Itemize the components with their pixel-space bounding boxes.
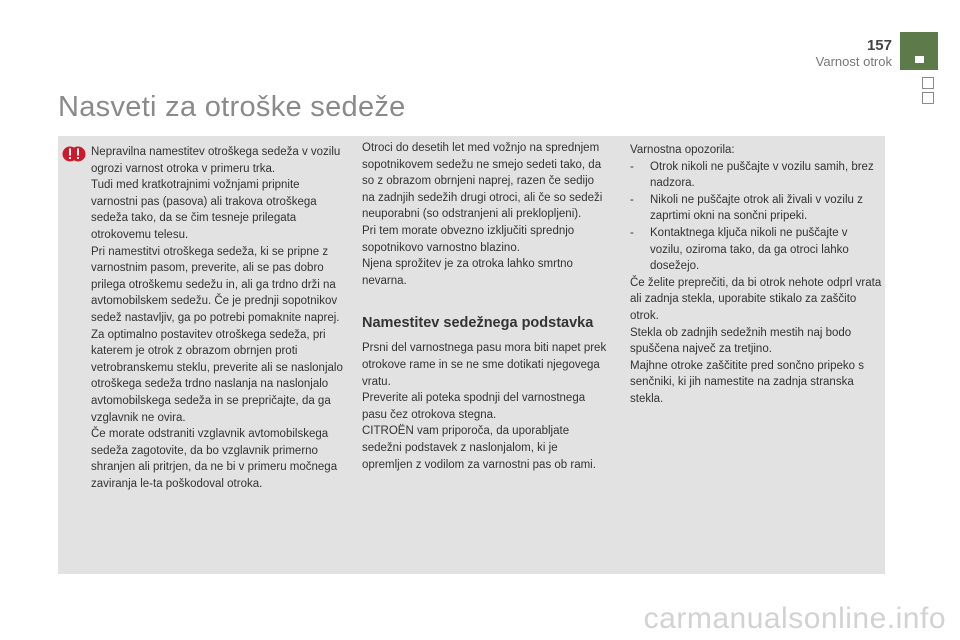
tab-marker-dot (915, 56, 924, 63)
watermark: carmanualsonline.info (643, 602, 946, 635)
subheading: Namestitev sedežnega podstavka (362, 315, 594, 332)
paragraph: Za optimalno postavitev otroškega sedeža, pri katerem je otrok z obrazom obrnjen proti vetrobranskemu steklu, preverite ali se naslonjalo otroškega sedeža trdno naslanja na naslonjalo avtomobilskega sedeža in se prepričajte, da ga vzglavnik ne ovira. (91, 328, 343, 424)
paragraph: Nepravilna namestitev otroškega sedeža v vozilu ogrozi varnost otroka v primeru trka. (91, 146, 341, 175)
list-item: - Kontaktnega ključa nikoli ne puščajte v vozilu, oziroma tako, da ga otroci lahko dosežejo. (630, 225, 882, 275)
page-number: 157 (866, 37, 892, 54)
paragraph: Prsni del varnostnega pasu mora biti napet prek otrokove rame in se ne sme dotikati njegovega vratu. (362, 342, 607, 388)
paragraph: Stekla ob zadnjih sedežnih mestih naj bodo spuščena največ za tretjino. (630, 326, 852, 356)
paragraph: Če morate odstraniti vzglavnik avtomobilskega sedeža zagotovite, da bo vzglavnik primerno shranjen ali pritrjen, da ne bi v primeru močnega zaviranja le-ta poškodoval otroka. (91, 428, 338, 490)
paragraph: CITROËN vam priporoča, da uporabljate sedežni podstavek z naslonjalom, ki je opremljen z vodilom za varnostni pas ob rami. (362, 425, 596, 471)
safety-warning-list (630, 159, 882, 275)
paragraph: Pri tem morate obvezno izključiti sprednjo sopotnikovo varnostno blazino. (362, 224, 575, 254)
list-item: - Otrok nikoli ne puščajte v vozilu samih, brez nadzora. (630, 159, 882, 192)
paragraph: Tudi med kratkotrajnimi vožnjami pripnite varnostni pas (pasova) ali trakova otroškega sedeža tako, da se čim tesneje prilegata otrokovemu telesu. (91, 179, 317, 241)
list-item: - Nikoli ne puščajte otrok ali živali v vozilu z zaprtimi okni na sončni pripeki. (630, 192, 882, 225)
page-title: Nasveti za otroške sedeže (58, 91, 406, 123)
warning-column (91, 144, 343, 492)
paragraph: Če želite preprečiti, da bi otrok nehote odprl vrata ali zadnja stekla, uporabite stikalo za zaščito otrok. (630, 276, 882, 322)
section-name: Varnost otrok (815, 54, 892, 69)
page-header (816, 38, 892, 69)
paragraph: Pri namestitvi otroškega sedeža, ki se pripne z varnostnim pasom, preverite, ali se pas dobro prilega otroškemu sedežu in, ali ga trdno drži na avtomobilskem sedežu. Če je prednji sopotnikov sedež nastavljiv, ga po potrebi pomaknite naprej. (91, 245, 340, 324)
warning-double-exclamation-icon (62, 144, 86, 164)
right-column (630, 142, 882, 408)
section-indicator-box (922, 92, 934, 104)
paragraph: Majhne otroke zaščitite pred sončno pripeko s senčniki, ki jih namestite na zadnja stranska stekla. (630, 359, 864, 405)
paragraph: Preverite ali poteka spodnji del varnostnega pasu čez otrokova stegna. (362, 392, 586, 421)
section-tab-marker (900, 32, 938, 70)
section-indicator-box (922, 77, 934, 89)
list-intro: Varnostna opozorila: (630, 144, 735, 156)
middle-column (362, 140, 607, 473)
paragraph: Otroci do desetih let med vožnjo na sprednjem sopotnikovem sedežu ne smejo sedeti tako, da so z obrazom obrnjeni naprej, razen če sedijo na zadnjih sedežih drugi otroci, ali če so sedeži neuporabni (so odstranjeni ali preklopljeni). (362, 142, 603, 221)
paragraph: Njena sprožitev je za otroka lahko smrtno nevarna. (362, 258, 573, 287)
content-panel (58, 136, 885, 574)
